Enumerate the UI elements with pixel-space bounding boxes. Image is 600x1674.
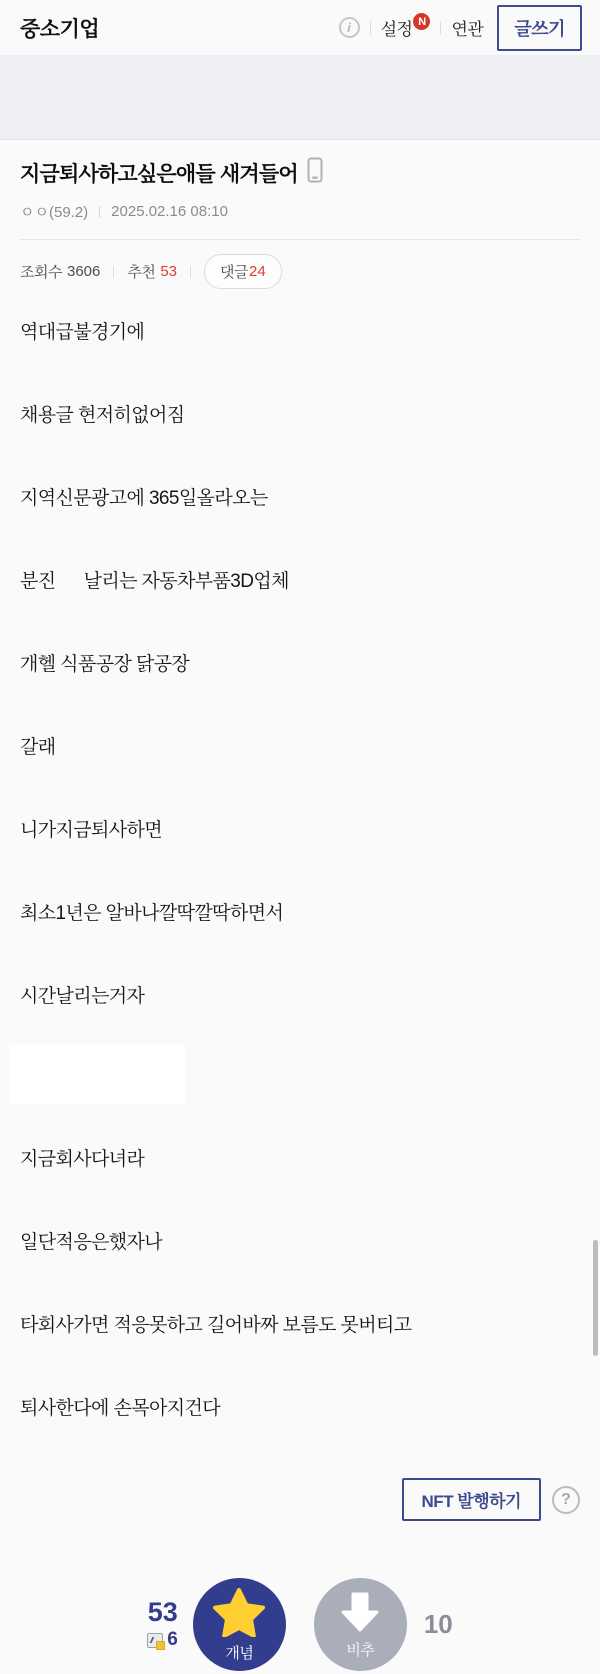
upvotes-label: 추천 (127, 264, 156, 281)
post-body-line: 최소1년은 알바나깔딱깔딱하면서 (20, 903, 284, 924)
post-title: 지금퇴사하고싶은애들 새겨들어 (20, 162, 298, 186)
views-label: 조회수 (20, 264, 62, 281)
settings-label: 설정 (380, 20, 413, 39)
scrollbar[interactable] (593, 1240, 598, 1356)
gallery-toolbar (339, 5, 582, 51)
divider (370, 21, 371, 35)
help-icon[interactable]: ? (552, 1486, 580, 1514)
upvotes-count: 53 (160, 263, 178, 280)
dccon-icon (147, 1633, 163, 1648)
post-body-line: 지역신문광고에 365일올라오는 (20, 488, 268, 509)
post-body-line: 갈래 (20, 737, 56, 758)
ad-banner-placeholder (0, 55, 600, 140)
divider (440, 21, 441, 35)
post-body-line: 지금회사다녀라 (20, 1149, 145, 1170)
post-body-line: 시간날리는거자 (20, 986, 145, 1007)
comments-label: 댓글 (220, 264, 249, 281)
post-body-line: 분진 날리는 자동차부품3D업체 (20, 571, 289, 592)
related-link[interactable] (451, 15, 483, 40)
post-title-row (20, 157, 580, 188)
vote-area (0, 1578, 600, 1671)
downvote-button-label: 비추 (346, 1641, 375, 1659)
post-body-line: 퇴사한다에 손목아지건다 (20, 1398, 220, 1419)
divider (190, 266, 191, 278)
star-icon (213, 1587, 265, 1640)
upvote-button-label: 개념 (225, 1644, 254, 1662)
views-count: 3606 (66, 263, 101, 280)
related-label: 연관 (451, 20, 484, 39)
info-icon[interactable]: i (339, 17, 360, 38)
downvote-count: 10 (423, 1609, 453, 1639)
post-body-line: 타회사가면 적응못하고 길어바짜 보름도 못버티고 (20, 1315, 412, 1336)
post-body-line: 역대급불경기에 (20, 322, 145, 343)
post-body-line: 니가지금퇴사하면 (20, 820, 163, 841)
new-badge-icon: N (413, 13, 430, 30)
divider (99, 206, 100, 218)
redacted-block (8, 1043, 186, 1105)
post-author[interactable]: ㅇㅇ(59.2) (20, 204, 89, 221)
nft-row (0, 1478, 600, 1521)
post-body (0, 289, 600, 1423)
post-body-line: 채용글 현저히없어짐 (20, 405, 185, 426)
post-date: 2025.02.16 08:10 (111, 203, 228, 220)
upvote-button[interactable] (193, 1578, 286, 1671)
upvote-count-column (147, 1598, 178, 1651)
post-stats (20, 240, 580, 289)
post-meta (20, 201, 580, 222)
settings-link[interactable] (381, 15, 431, 40)
upvote-count: 53 (147, 1597, 178, 1627)
dccon-row (147, 1629, 178, 1651)
gallery-header (0, 0, 600, 55)
comments-pill[interactable] (204, 254, 282, 289)
comments-count: 24 (249, 263, 266, 280)
post-header (0, 140, 600, 289)
post-body-line: 일단적응은했자나 (20, 1232, 163, 1253)
write-post-button[interactable]: 글쓰기 (497, 5, 582, 51)
mobile-phone-icon (307, 157, 323, 188)
gallery-title: 중소기업 (20, 17, 100, 41)
downvote-button[interactable] (314, 1578, 407, 1671)
nft-issue-button[interactable]: NFT 발행하기 (402, 1478, 541, 1521)
down-arrow-icon (338, 1590, 382, 1637)
dccon-count: 6 (167, 1629, 178, 1650)
divider (113, 266, 114, 278)
post-body-line: 개헬 식품공장 닭공장 (20, 654, 190, 675)
